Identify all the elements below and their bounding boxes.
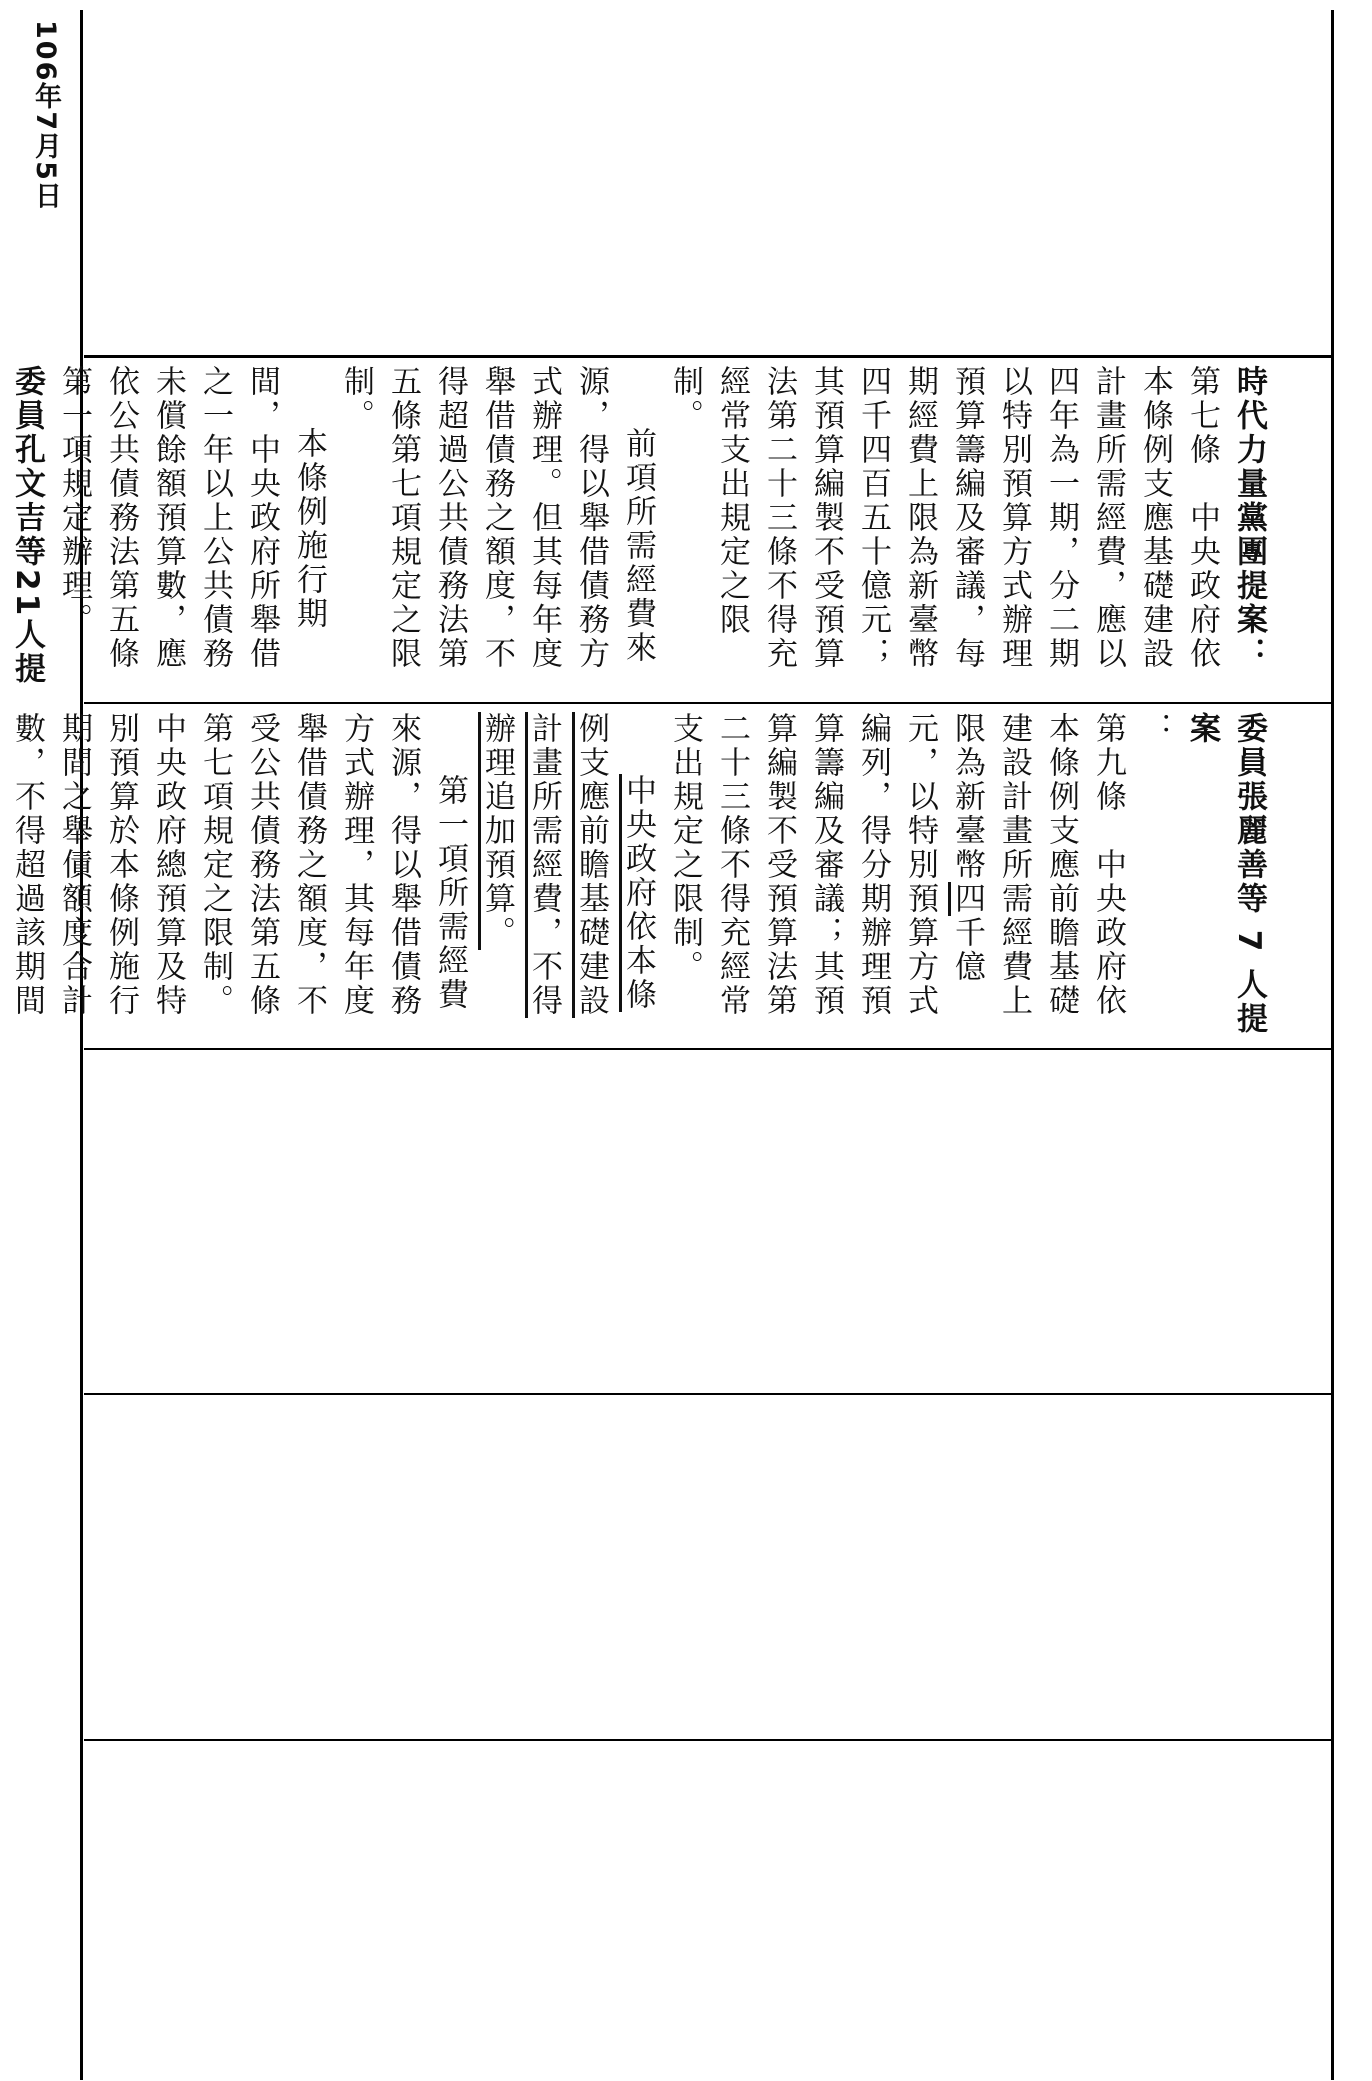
article-paragraph: 第九條 中央政府依本條例支應前瞻基礎建設計畫所需經費上限為新臺幣四千億元，以特別預算方式編列，得分期辦理預算籌編及審議；其預算編製不受預算法第二十三條不得充經常支出規定之限制。: [667, 712, 1126, 1018]
divider-line: [84, 1048, 1334, 1050]
article-paragraph: 前項所需經費來源，得以舉借債務方式辦理。但其每年度舉借債務之額度，不得超過公共債務法第五條第七項規定之限制。: [338, 365, 656, 671]
article-label: 第九條: [1090, 712, 1126, 814]
date-header: 106年7月5日: [30, 20, 61, 211]
article-paragraph: 中央政府總預算及特別預算於本條例施行期間之舉債額度合計數，不得超過該期間: [9, 712, 186, 1018]
proposal-title: 委員孔文吉等21人提: [9, 365, 45, 687]
proposal-title: 委員張麗善等 7 人提案: [1184, 712, 1267, 1037]
proposal-title: 時代力量黨團提案：: [1231, 365, 1267, 671]
divider-line: [1331, 10, 1334, 2080]
article-paragraph: [473, 712, 661, 1042]
proposal-column-2: [9, 712, 1272, 1042]
proposal-column-1: [9, 365, 1272, 695]
amended-text: 四: [949, 882, 985, 916]
divider-line: [80, 10, 83, 2080]
divider-line: [84, 1739, 1334, 1741]
article-text: 中央政府依本條例支應基礎建設計畫所需經費，應以四年為一期，分二期以特別預算方式辦理預算籌編及審議，每期經費上限為新臺幣四千四百五十億元；其預算編製不受預算法第二十三條不得充經常支出規定之限制。: [667, 365, 1220, 671]
title-colon: ：: [1137, 712, 1173, 746]
article-paragraph: 第一項所需經費來源，得以舉借債務方式辦理，其每年度舉借債務之額度，不受公共債務法第五條第七項規定之限制。: [197, 712, 468, 1018]
divider-line: [84, 1393, 1334, 1395]
article-paragraph: [661, 365, 1225, 695]
article-paragraph: 本條例施行期間，中央政府所舉借之一年以上公共債務未償餘額預算數，應依公共債務法第五條第一項規定辦理。: [56, 365, 327, 671]
divider-line: [84, 702, 1334, 704]
article-label: 第七條: [1184, 365, 1220, 467]
amended-text: 中央政府依本條例支應前瞻基礎建設計畫所需經費，不得辦理追加預算。: [479, 712, 656, 1018]
divider-line: [84, 355, 1334, 358]
